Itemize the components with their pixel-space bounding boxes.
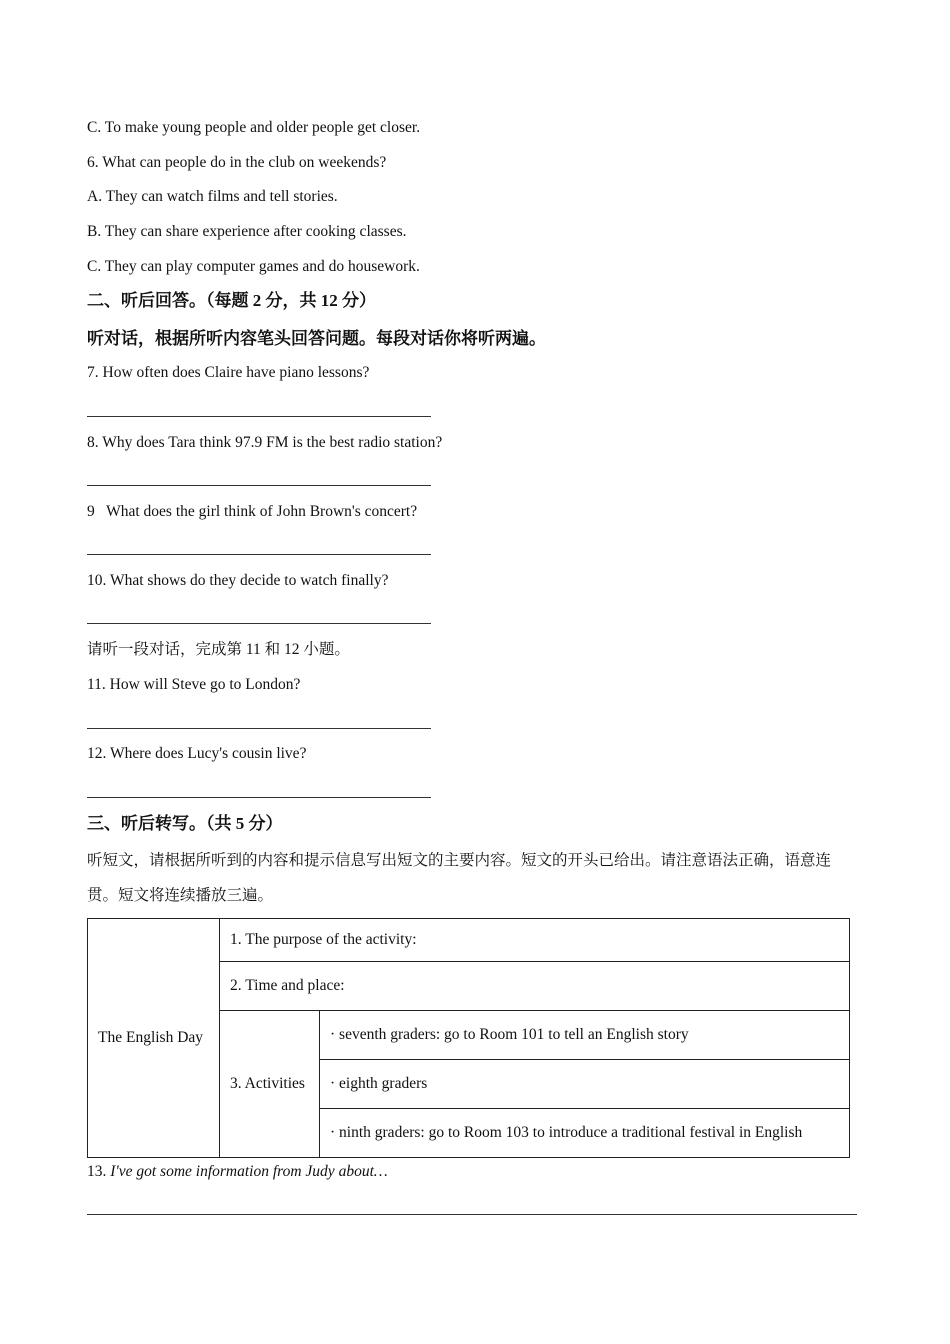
answer-line-7[interactable] <box>87 416 431 417</box>
answer-line-10[interactable] <box>87 623 431 624</box>
question-7: 7. How often does Claire have piano lessons? <box>87 364 370 381</box>
answer-line-12[interactable] <box>87 797 431 798</box>
table-activity-ninth: · ninth graders: go to Room 103 to introduce a traditional festival in English <box>320 1109 850 1158</box>
section3-heading: 三、听后转写。（共 5 分） <box>87 814 283 833</box>
question-9: 9 What does the girl think of John Brown's concert? <box>87 503 418 520</box>
question-13 <box>87 1162 388 1182</box>
table-activity-seventh: · seventh graders: go to Room 101 to tell an English story <box>320 1011 850 1060</box>
question-13-number: 13. <box>87 1163 107 1180</box>
table-row-time-place: 2. Time and place: <box>220 962 850 1011</box>
option-6b: B. They can share experience after cooking classes. <box>87 223 407 240</box>
option-5c: C. To make young people and older people get closer. <box>87 119 421 136</box>
answer-line-11[interactable] <box>87 728 431 729</box>
section3-instruction: 听短文，请根据所听到的内容和提示信息写出短文的主要内容。短文的开头已给出。请注意语法正确，语意连贯。短文将连续播放三遍。 <box>87 852 832 904</box>
table-row-purpose: 1. The purpose of the activity: <box>220 919 850 962</box>
option-6c: C. They can play computer games and do housework. <box>87 258 420 275</box>
section2-instruction: 听对话，根据所听内容笔头回答问题。每段对话你将听两遍。 <box>87 329 546 348</box>
section2-heading: 二、听后回答。（每题 2 分，共 12 分） <box>87 291 376 310</box>
question-12: 12. Where does Lucy's cousin live? <box>87 745 307 762</box>
info-table <box>87 918 850 1158</box>
table-activities-label: 3. Activities <box>220 1011 320 1158</box>
listening-note: 请听一段对话，完成第 11 和 12 小题。 <box>87 641 350 658</box>
answer-line-9[interactable] <box>87 554 431 555</box>
table-activity-eighth: · eighth graders <box>320 1060 850 1109</box>
question-13-prompt: I've got some information from Judy about… <box>110 1163 388 1180</box>
question-6: 6. What can people do in the club on weekends? <box>87 154 387 171</box>
answer-line-8[interactable] <box>87 485 431 486</box>
question-11: 11. How will Steve go to London? <box>87 676 301 693</box>
question-8: 8. Why does Tara think 97.9 FM is the best radio station? <box>87 434 443 451</box>
question-10: 10. What shows do they decide to watch finally? <box>87 572 389 589</box>
answer-line-13[interactable] <box>87 1214 857 1215</box>
table-topic: The English Day <box>88 919 220 1158</box>
option-6a: A. They can watch films and tell stories. <box>87 188 338 205</box>
